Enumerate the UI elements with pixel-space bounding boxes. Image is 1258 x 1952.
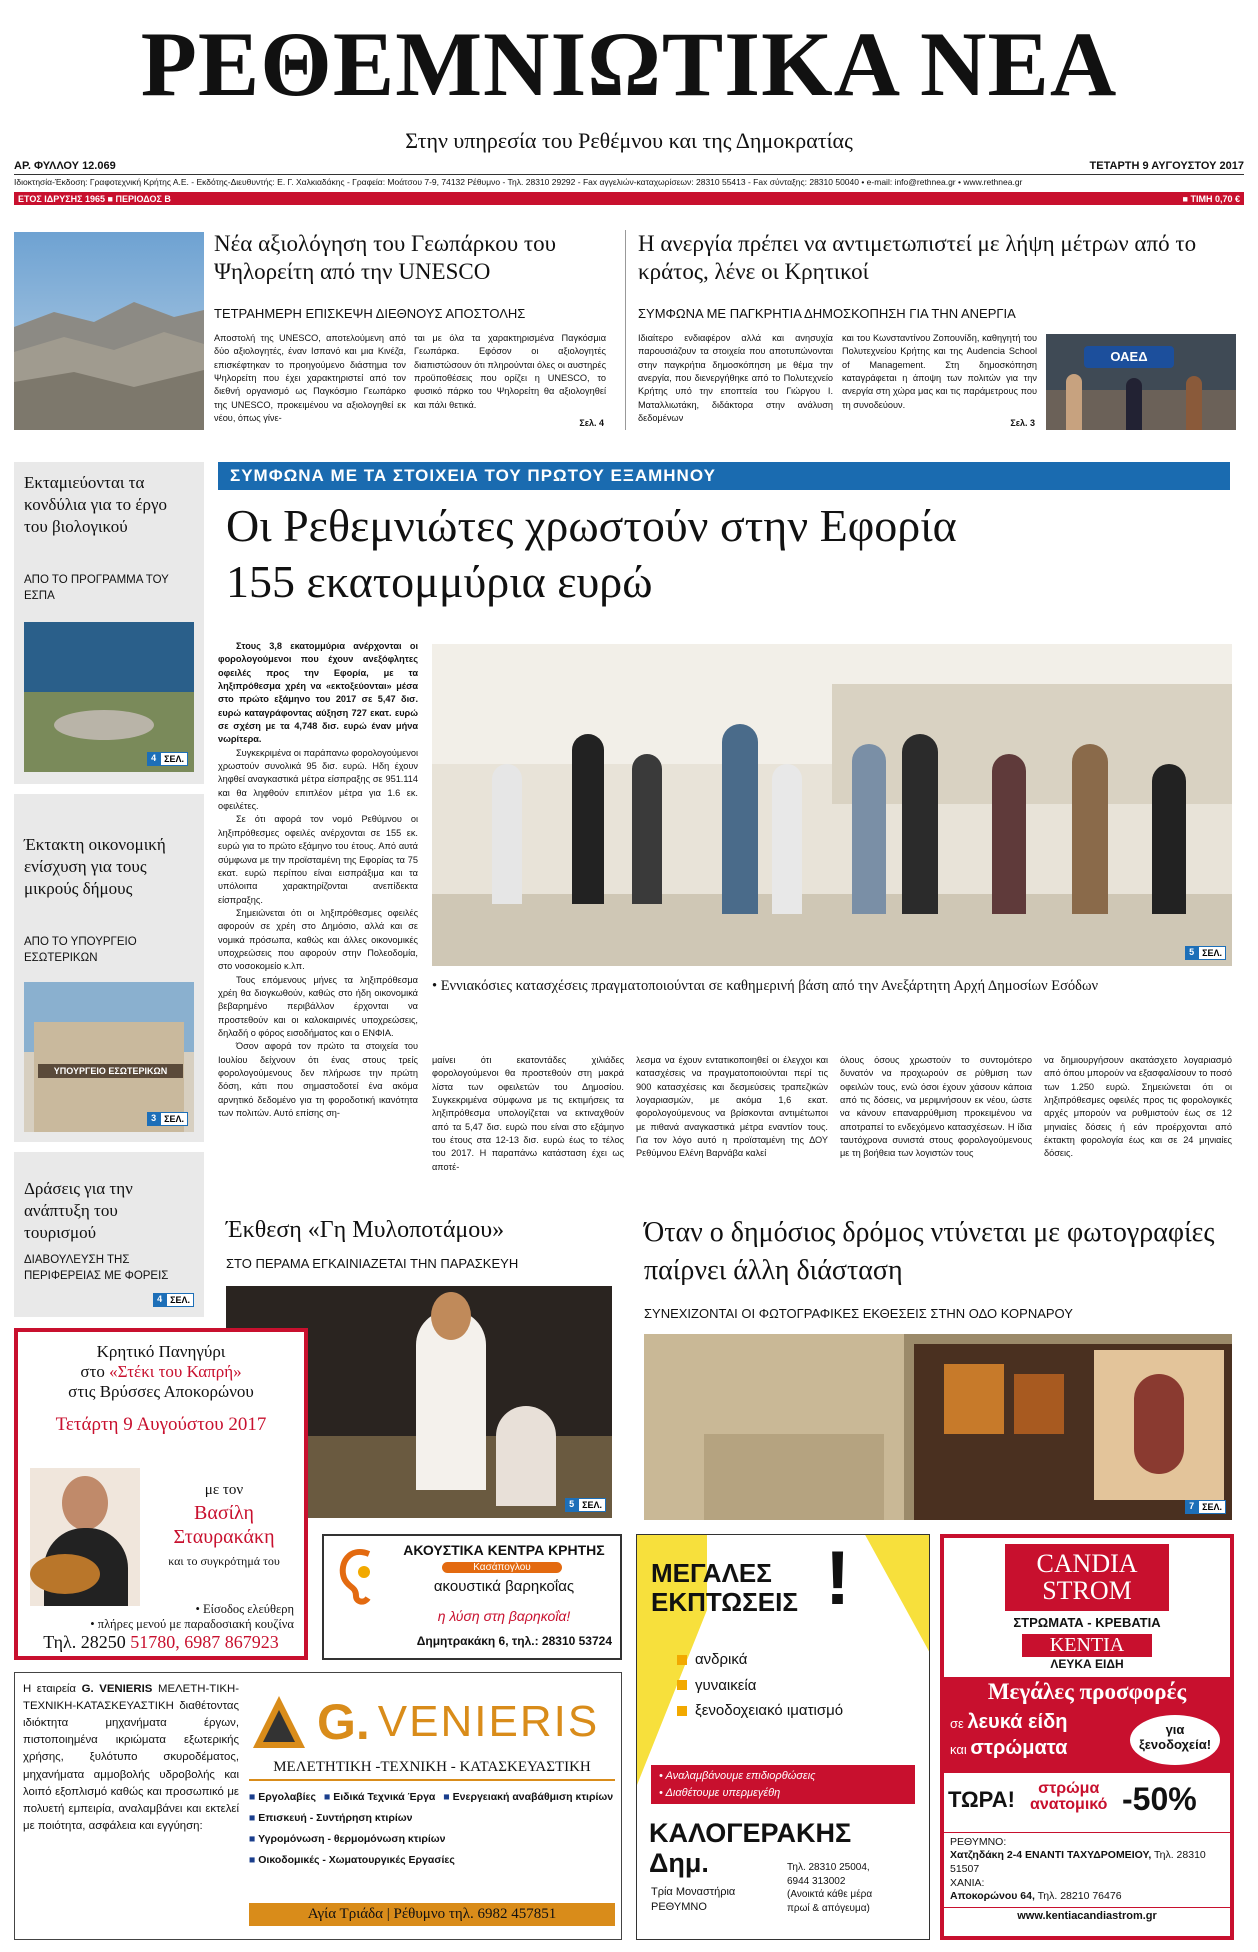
sidebar-item-headline[interactable]: Εκταμιεύονται τα κονδύλια για το έργο του βιολογικού [24,473,168,537]
mylopotamos-kicker: ΣΤΟ ΠΕΡΑΜΑ ΕΓΚΑΙΝΙΑΖΕΤΑΙ ΤΗΝ ΠΑΡΑΣΚΕΥΗ [226,1256,519,1271]
column-divider [625,230,626,430]
lead-headline-line2: 155 εκατομμύρια ευρώ [226,556,653,608]
founded-bar [14,192,1244,205]
founded-text: ΕΤΟΣ ΙΔΡΥΣΗΣ 1965 ■ ΠΕΡΙΟΔΟΣ Β [18,193,171,204]
candia-addresses: ΡΕΘΥΜΝΟ: Χατζηδάκη 2-4 ΕΝΑΝΤΙ ΤΑΧΥΔΡΟΜΕΙΟΥ, Τηλ. 28310 51507 ΧΑΝΙΑ: Αποκορώνου 64, Τηλ. 28210 76476 [950,1835,1206,1903]
lead-paragraph: Σημειώνεται ότι οι ληξιπρόθεσμες οφειλές αφορούν σε χρέη στο Δημόσιο, αλλά και σε νομικά πρόσωπα, καθώς και άλλες οικονομικές υποχρεώσεις που αφορούν στην Πολεοδομία, στο νοσοκομείο κ.λπ. [218,907,418,972]
geopark-photo [14,232,204,430]
lead-headline[interactable] [226,498,1226,610]
geopark-kicker: ΤΕΤΡΑΗΜΕΡΗ ΕΠΙΣΚΕΨΗ ΔΙΕΘΝΟΥΣ ΑΠΟΣΤΟΛΗΣ [214,306,526,321]
candia-sub: ΣΤΡΩΜΑΤΑ - ΚΡΕΒΑΤΙΑ [1013,1614,1161,1630]
festival-line3: στις Βρύσσες Αποκορώνου [68,1382,254,1401]
singer-photo [30,1468,140,1606]
sale-services: • Αναλαμβάνουμε επιδιορθώσεις • Διαθέτουμε υπερμεγέθη [651,1765,915,1804]
sale-phones: Τηλ. 28310 25004, 6944 313002 (Ανοικτά κάθε μέρα πρωί & απόγευμα) [787,1862,873,1914]
sale-item: ξενοδοχειακό ιματισμό [677,1698,843,1724]
venieris-emblem-icon [249,1692,309,1752]
festival-date: Τετάρτη 9 Αυγούστου 2017 [55,1414,267,1435]
kornarou-kicker: ΣΥΝΕΧΙΖΟΝΤΑΙ ΟΙ ΦΩΤΟΓΡΑΦΙΚΕΣ ΕΚΘΕΣΕΙΣ ΣΤΗΝ ΟΔΟ ΚΟΡΝΑΡΟΥ [644,1306,1073,1321]
festival-ad[interactable] [14,1328,308,1660]
sale-item: γυναικεία [677,1673,843,1699]
lead-column-4: όλους όσους χρωστούν το συντομότερο δυνατόν να προχωρούν σε ρύθμιση των οφειλών τους, ενώ όσοι έχουν χάσουν κάποια από τις δόσεις, να μεριμνήσουν εκ νέου, ώστε να κάνουν επαναρρύθμιση προκειμένου να αποτραπεί το ενδεχόμενο κατασχέσεων. Η ίδια ταυτόχρονα συνιστά στους φορολογούμενους με τη βοήθεια των λογιστών τους [840,1055,1032,1159]
sidebar-item-kicker: ΑΠΟ ΤΟ ΥΠΟΥΡΓΕΙΟ ΕΣΩΤΕΡΙΚΩΝ [24,936,137,965]
lead-column-1 [218,640,418,1120]
geopark-ref[interactable]: Σελ. 4 [579,418,604,428]
sale-place: Τρία Μοναστήρια ΡΕΘΥΜΝΟ [651,1886,736,1914]
sale-ad[interactable] [636,1534,930,1940]
ministry-sign: ΥΠΟΥΡΓΕΙΟ ΕΣΩΤΕΡΙΚΩΝ [38,1064,183,1078]
bullet-icon [677,1680,687,1690]
lead-paragraph: Σε ότι αφορά τον νομό Ρεθύμνου οι ληξιπρόθεσμες οφειλές ανέρχονται σε 155 εκ. ευρώ για το πρώτο εξάμηνο του έτους. Από αυτά σύμφωνα με την προϊσταμένη της Εφορίας τα 75 εκατ. ευρώ περίπου είναι εισπράξιμα και τα υπόλοιπα χαρακτηρίζονται ανεπίδεκτα είσπραξης. [218,814,418,905]
venieris-intro: Η εταιρεία G. VENIERIS ΜΕΛΕΤΗ-ΤΙΚΗ-ΤΕΧΝΙΚΗ-ΚΑΤΑΣΚΕΥΑΣΤΙΚΗ διαθέτοντας ιδιόκτητα μηχανήματα έργων, πιστοποιημένα ικριώματα εξωτερικής χρήσης, ξυλότυπο σκυροδέματος, μηχανήματα αμμοβολής υδροβολής και λοιπό εξοπλισμό καθώς και προσωπικό με πολυετή εμπειρία, αναλαμβάνει και εκτελεί με ποιότητα, ασφάλεια και εγγύηση: [23,1683,239,1832]
hearing-slogan: η λύση στη βαρηκοΐα! [437,1608,571,1624]
publisher-info: Ιδιοκτησία-Έκδοση: Γραφοτεχνική Κρήτης Α.Ε. - Εκδότης-Διευθυντής: Ε. Γ. Χαλκιαδάκης - Γραφεία: Μοάτσου 7-9, 74132 Ρέθυμνο - Τηλ. 28310 29292 - Fax αγγελιών-καταχωρίσεων: 28310 55413 - Fax σύνταξης: 28310 50040 • e-mail: info@rethnea.gr • www.rethnea.gr [14,177,1023,187]
hearing-sub: ακουστικά βαρηκοΐας [433,1578,575,1595]
unemployment-headline[interactable]: Η ανεργία πρέπει να αντιμετωπιστεί με λήψη μέτρων από το κράτος, λένε οι Κρητικοί [638,231,1197,284]
service-item: ■ Οικοδομικές - Χωματουργικές Εργασίες [249,1854,455,1866]
unemployment-kicker: ΣΥΜΦΩΝΑ ΜΕ ΠΑΓΚΡΗΤΙΑ ΔΗΜΟΣΚΟΠΗΣΗ ΓΙΑ ΤΗΝ ΑΝΕΡΓΙΑ [638,306,1016,321]
sidebar-page-ref[interactable]: 3 ΣΕΛ. [147,1112,188,1126]
venieris-services [249,1787,615,1871]
sidebar-item-kicker: ΑΠΟ ΤΟ ΠΡΟΓΡΑΜΜΑ ΤΟΥ ΕΣΠΑ [24,574,169,603]
festival-with: με τον [204,1482,244,1498]
sale-items [677,1647,843,1724]
price-text: ■ ΤΙΜΗ 0,70 € [1182,193,1240,204]
venieris-ad[interactable] [14,1672,622,1940]
oaed-photo [1046,334,1236,430]
lead-column-3: λεσμα να έχουν εντατικοποιηθεί οι έλεγχοι και κατασχέσεις να πραγματοποιούνται περί τις 900 κατασχέσεις και δεσμεύσεις τραπεζικών λογαριασμών, με ακόμα 1,6 εκατ. φορολογούμενους να βρίσκονται αντιμέτωποι με πιθανά αναγκαστικά μέτρα εναντίον τους. Για τον λόγο αυτό η προϊσταμένη της ΔΟΥ Ρεθύμνου Ελένη Βαρνάβα καλεί [636,1055,828,1159]
candia-offer: Μεγάλες προσφορές σε λευκά είδη και στρώματα για ξενοδοχεία! [944,1677,1230,1773]
sale-item: ανδρικά [677,1647,843,1673]
lead-intro: Στους 3,8 εκατομμύρια ανέρχονται οι φορολογούμενοι που έχουν ανεξόφλητες οφειλές προς την Εφορία, με τα ληξιπρόθεσμα χρέη να «εκτοξεύονται» μέσα στο πρώτο εξάμηνο του 2017 σε 5,47 δισ. ευρώ καταγράφοντας αύξηση 727 εκατ. ευρώ σε σχέση με τα 4,748 δισ. ευρώ έναν μήνα νωρίτερα. [218,641,418,745]
masthead-tagline: Στην υπηρεσία του Ρεθέμνου και της Δημοκρατίας [405,128,853,153]
issue-number: ΑΡ. ΦΥΛΛΟΥ 12.069 [14,160,116,172]
sale-title: ΜΕΓΑΛΕΣ ΕΚΠΤΩΣΕΙΣ [651,1558,798,1617]
sidebar-item-headline[interactable]: Έκτακτη οικονομική ενίσχυση για τους μικρούς δήμους [24,835,166,899]
issue-date: ΤΕΤΑΡΤΗ 9 ΑΥΓΟΥΣΤΟΥ 2017 [1089,160,1244,172]
sidebar-item-headline[interactable]: Δράσεις για την ανάπτυξη του τουρισμού [24,1179,133,1243]
geopark-col1: Αποστολή της UNESCO, αποτελούμενη από δύο αξιολογητές, έναν Ισπανό και μια Κινέζα, επισκέφτηκαν το προηγούμενο διάστημα τον Ψηλορείτη που έχει χαρακτηριστεί από τον διεθνή οργανισμό ως Παγκόσμιο Γεωπάρκο της UNESCO, προκειμένου να αξιολογηθεί εκ νέου, όπως γίνε- [214,333,406,424]
service-item: ■ Επισκευή - Συντήρηση κτιρίων [249,1812,413,1824]
service-item: ■ Ενεργειακή αναβάθμιση κτιρίων [443,1791,614,1803]
festival-bullet: • πλήρες μενού με παραδοσιακή κουζίνα [90,1617,294,1631]
unemployment-ref[interactable]: Σελ. 3 [1010,418,1035,428]
hearing-address: Δημητρακάκη 6, τηλ.: 28310 53724 [416,1634,612,1648]
festival-phone: Τηλ. 28250 51780, 6987 867923 [43,1632,279,1652]
kornarou-headline[interactable]: Όταν ο δημόσιος δρόμος ντύνεται με φωτογραφίες παίρνει άλλη διάσταση [644,1217,1215,1286]
festival-bullet: • Είσοδος ελεύθερη [195,1602,294,1616]
hotel-bubble: για ξενοδοχεία! [1130,1715,1220,1765]
venieris-logo: G. VENIERIS [249,1687,615,1757]
hearing-owner: Κασάπογλου [442,1562,562,1573]
hearing-title: ΑΚΟΥΣΤΙΚΑ ΚΕΝΤΡΑ ΚΡΗΤΗΣ [403,1542,605,1558]
lead-paragraph: Τους επόμενους μήνες τα ληξιπρόθεσμα χρέη θα διογκωθούν, καθώς στο ήδη οικονομικά βεβαρημένο περιβάλλον έρχονται να προστεθούν και οι καλοκαιρινές υποχρεώσεις, δηλαδή ο φόρος εισοδήματος και ο ΕΝΦΙΑ. [218,974,418,1038]
unemployment-col1: Ιδιαίτερο ενδιαφέρον αλλά και ανησυχία παρουσιάζουν τα στοιχεία που αποτυπώνονται στην παγκρήτια δημοσκόπηση με θέμα την ανεργία, που διενεργήθηκε από το Πολυτεχνείο Κρήτης υπό την εποπτεία του Γιώργου Ι. Ματαλλιωτάκη, διδάκτορα στην ανάλυση δεδομένων [638,333,833,424]
sidebar-page-ref[interactable]: 4 ΣΕΛ. [147,752,188,766]
lead-column-5: να δημιουργήσουν ακατάσχετο λογαριασμό από όπου μπορούν να εξασφαλίσουν το ποσό των 1.250 ευρώ. Σημειώνεται ότι οι ληξιπρόθεσμες οφειλές προς τις φορολογικές αρχές μπορούν να ρυθμιστούν έως σε 12 μηνιαίες δόσεις ή εάν προέρχονται από έκτακτη φορολογία έως και σε 24 μηνιαίες δόσεις. [1044,1055,1232,1159]
sale-brand: ΚΑΛΟΓΕΡΑΚΗΣ Δημ. [649,1818,852,1878]
sidebar [14,462,204,1317]
tax-photo-page-ref[interactable]: 5 ΣΕΛ. [1185,946,1226,960]
unemployment-col2: και του Κωνσταντίνου Ζοπουνίδη, καθηγητή του Πολυτεχνείου Κρήτης και της Audencia School of Management. Στη δημοσκόπηση καταγράφεται η άποψη των πολιτών για την ανεργία στη χώρα μας και τις παράμετρους που τη συνοδεύουν. [842,333,1037,410]
venieris-tagline: ΜΕΛΕΤΗΤΙΚΗ -ΤΕΧΝΙΚΗ - ΚΑΤΑΣΚΕΥΑΣΤΙΚΗ [249,1759,615,1781]
lead-banner: ΣΥΜΦΩΝΑ ΜΕ ΤΑ ΣΤΟΙΧΕΙΑ ΤΟΥ ΠΡΩΤΟΥ ΕΞΑΜΗΝΟΥ [218,462,1230,490]
masthead-title: ΡΕΘΕΜΝΙΩΤΙΚΑ ΝΕΑ [140,13,1118,115]
street-photo [644,1334,1232,1520]
venieris-address: Αγία Τριάδα | Ρέθυμνο τηλ. 6982 457851 [249,1903,615,1926]
service-item: ■ Ειδικά Τεχνικά Έργα [323,1791,436,1803]
tax-office-photo [432,644,1232,966]
geopark-headline[interactable]: Νέα αξιολόγηση του Γεωπάρκου του Ψηλορείτη από την UNESCO [214,231,557,284]
mylopotamos-headline[interactable]: Έκθεση «Γη Μυλοποτάμου» [226,1217,505,1243]
festival-line1: Κρητικό Πανηγύρι [96,1342,226,1361]
issue-row [14,160,1244,175]
festival-name1: Βασίλη [194,1502,254,1524]
mylopotamos-page-ref[interactable]: 5 ΣΕΛ. [565,1498,606,1512]
sewage-photo [24,622,194,772]
festival-name2: Σταυρακάκη [173,1526,275,1548]
tax-photo-caption: • Εννιακόσιες κατασχέσεις πραγματοποιούνται σε καθημερινή βάση από την Ανεξάρτητη Αρχή Δημοσίων Εσόδων [432,978,1099,994]
ministry-photo [24,982,194,1132]
lead-headline-line1: Οι Ρεθεμνιώτες χρωστούν στην Εφορία [226,500,957,551]
lead-column-2: μαίνει ότι εκατοντάδες χιλιάδες φορολογούμενοι θα προστεθούν στη μακρά λίστα των οφειλετών του Δημοσίου. Συγκεκριμένα σύμφωνα με τις εκτιμήσεις τα ληξιπρόθεσμα υπολογίζεται να εκτιναχθούν από τα 5,47 δισ. ευρώ που είναι στο εξάμηνο του έτους στα 12-13 δισ. ευρώ έως το τέλος του 2017. Η παραπάνω κατάσταση έχει ως αποτέ- [432,1055,624,1172]
oaed-sign: ΟΑΕΔ [1084,346,1174,368]
exclamation-icon: ! [825,1536,851,1621]
candia-web[interactable]: www.kentiacandiastrom.gr [944,1907,1230,1922]
ear-icon [334,1546,384,1606]
lead-paragraph: Όσον αφορά τον πρώτο τα στοιχεία του Ιουλίου δείχνουν ότι ένας στους τρείς φορολογούμενους δεν πλήρωσε την πρώτη δόση, κάτι που σημαστοδοτεί ένα ακόμα αρνητικό δεδομένο για τη φοροδοτική ικανότητα των πολιτών. Αυτό επίσης ση- [218,1041,418,1119]
kentia-sub: ΛΕΥΚΑ ΕΙΔΗ [1050,1656,1124,1671]
service-item: ■ Εργολαβίες [249,1791,316,1803]
kornarou-page-ref[interactable]: 7 ΣΕΛ. [1185,1500,1226,1514]
geopark-col2: ται με όλα τα χαρακτηρισμένα Παγκόσμια Γεωπάρκα. Εφόσον οι αξιολογητές διαπιστώσουν ότι πληρούνται όλες οι αυστηρές προϋποθέσεις που ορίζει η UNESCO, το φυσικό πάρκο του Ψηλορείτη θα αξιολογηθεί και πάλι θετικά. [414,333,606,410]
candia-logo: CANDIA STROM [1005,1544,1169,1611]
festival-band: και το συγκρότημά του [168,1554,280,1568]
service-item: ■ Υγρομόνωση - θερμομόνωση κτιρίων [249,1833,446,1845]
sidebar-page-ref[interactable]: 4 ΣΕΛ. [153,1293,194,1307]
candia-ad[interactable] [940,1534,1234,1940]
candia-discount: ΤΩΡΑ! στρώμα ανατομικό -50% [944,1773,1230,1833]
sidebar-item-kicker: ΔΙΑΒΟΥΛΕΥΣΗ ΤΗΣ ΠΕΡΙΦΕΡΕΙΑΣ ΜΕ ΦΟΡΕΙΣ [24,1254,169,1283]
festival-line2: στο «Στέκι του Καπρή» [80,1362,242,1381]
kentia-logo: ΚΕΝΤΙΑ [1022,1634,1152,1657]
bullet-icon [677,1655,687,1665]
bullet-icon [677,1706,687,1716]
lead-paragraph: Συγκεκριμένα οι παράπανω φορολογούμενοι χρωστούν συνολικά 95 δισ. ευρώ. Ηδη έχουν ληφθεί αναγκαστικά μέτρα είσπραξης σε 951.114 και θα ληφθούν επιπλέον μέτρα για 1.6 εκ. οφειλέτες. [218,747,418,812]
hearing-ad[interactable] [322,1534,622,1660]
